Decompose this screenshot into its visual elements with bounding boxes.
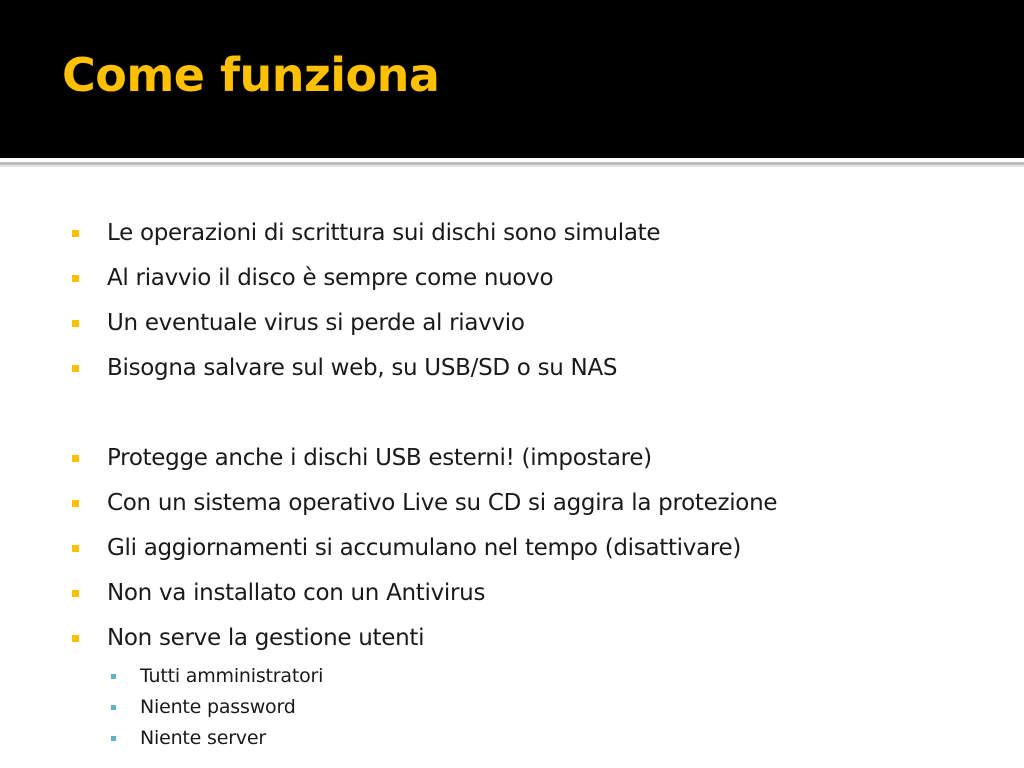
list-item-text: Non va installato con un Antivirus [107,580,486,606]
list-item-text: Un eventuale virus si perde al riavvio [107,310,525,336]
square-bullet-icon [72,320,79,327]
list-item-text: Con un sistema operativo Live su CD si aggira la protezione [107,490,778,516]
square-bullet-icon [72,500,79,507]
slide-title: Come funziona [62,48,440,102]
list-item-text: Bisogna salvare sul web, su USB/SD o su NAS [107,355,618,381]
square-bullet-icon [72,275,79,282]
list-item-text: Non serve la gestione utenti [107,625,425,651]
square-sub-bullet-icon [111,736,116,741]
square-bullet-icon [72,590,79,597]
list-item-text: Le operazioni di scrittura sui dischi sono simulate [107,220,661,246]
list-item-text: Al riavvio il disco è sempre come nuovo [107,265,554,291]
square-bullet-icon [72,635,79,642]
square-bullet-icon [72,545,79,552]
square-sub-bullet-icon [111,705,116,710]
list-item-text: Gli aggiornamenti si accumulano nel tempo (disattivare) [107,535,742,561]
list-item-text: Protegge anche i dischi USB esterni! (impostare) [107,445,652,471]
sub-list-item-text: Niente server [140,727,266,749]
square-bullet-icon [72,365,79,372]
square-bullet-icon [72,455,79,462]
square-sub-bullet-icon [111,674,116,679]
sub-list-item-text: Niente password [140,696,296,718]
square-bullet-icon [72,230,79,237]
sub-list-item-text: Tutti amministratori [140,665,324,687]
